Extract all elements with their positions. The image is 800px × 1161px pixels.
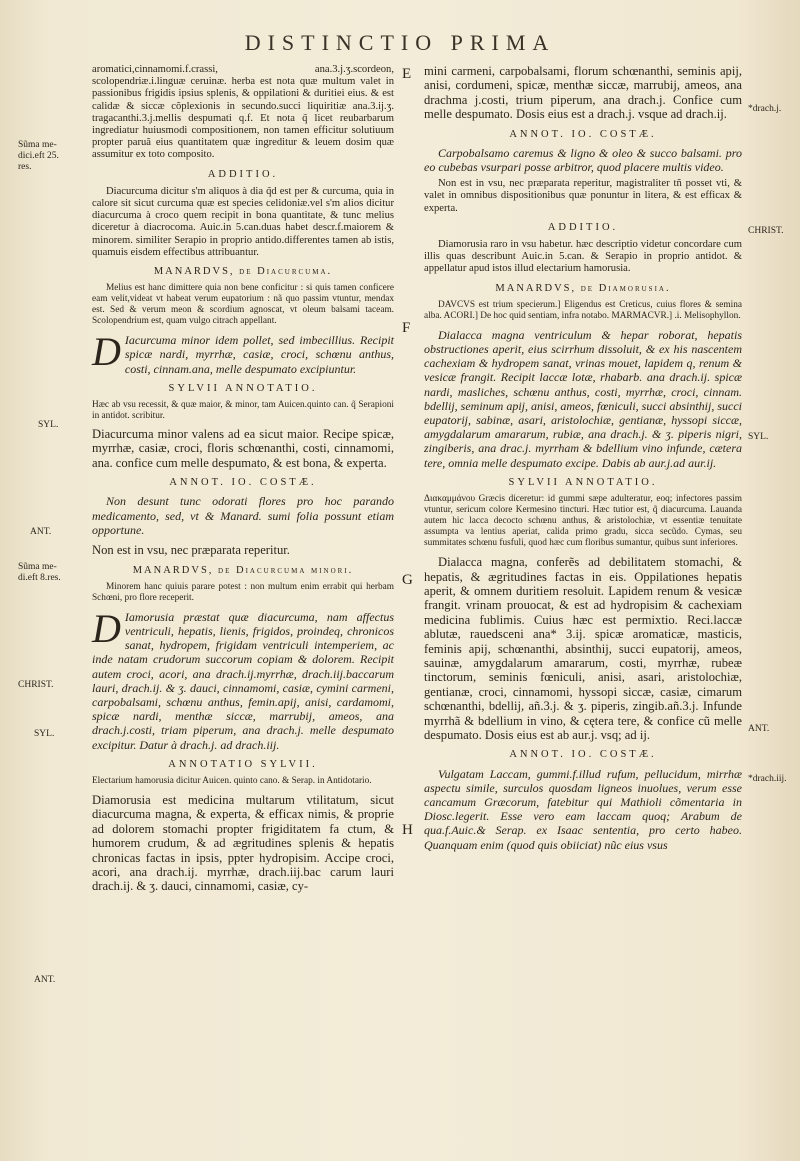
left-ant-paragraph-2: Diamorusia est medicina multarum vtilitatum, sicut diacurcuma magna, & experta, & efficax nimis, & proprie ad dolorem stomachi propter frigiditatem fa ctum, & humorem crudum, & ad ægritudines splenis & hepatis chronicas factas in ipsis, ppter hydropisim. Accipe croci, acori, ana drach.ij. myrrhæ, drach.iij.bac carum lauri drach.ij. & ʒ. dauci, cinnamomi, casiæ, cy- xyxy=(92,792,394,894)
right-column xyxy=(424,64,742,852)
left-sylvii-paragraph-1: Hæc ab vsu recessit, & quæ maior, & minor, tam Auicen.quinto can. q̃ Serapioni in antidot. scribitur. xyxy=(92,400,394,422)
page-header: DISTINCTIO PRIMA xyxy=(244,30,556,55)
right-sylvii-paragraph: Διακαμμάνου Græcis diceretur: id gummi sæpe adulteratur, eoq; infectores passim vtuntur, sericum colore Kermesino tincturi. Hæc tutior est, q̃ diacurcuma. Lauanda autem hic lacca decocto schœnu anthus, & aristolochiæ, vt essentiæ tenuitate assumpta va lentius aperiat, calida primo gradu, sicca secũdo. Cymas, seu summitates schœnu fusfuli, quod hæc cum floribus sumantur, quibus sunt inferiores. xyxy=(424,494,742,549)
left-additio-paragraph: Diacurcuma dicitur s'm aliquos à dia q̃d est per & curcuma, quia in calore sit sicut curcuma quæ est species celidoniæ.vel s'm alios dicitur diacurcuma à croco quem recipit in bona quantitate, & tunc melius diceretur à diacrocoma. Auic.in 5.can.duas habet descr.f.maiorem & minorem. similiter Serapio in proprio antido.differentes tamen ab istis, quamuis eisdem effectibus attribuantur. xyxy=(92,185,394,258)
left-christ-paragraph: Non est in vsu, nec præparata reperitur. xyxy=(92,543,290,558)
right-costae-heading-2: ANNOT. IO. COSTÆ. xyxy=(509,749,657,761)
left-intro-paragraph: aromatici,cinnamomi.f.crassi, ana.3.j.ʒ.scordeon, scolopendriæ.i.linguæ ceruinæ. herba est nota quæ multum valet in passionibus frigidis ipsius splenis, & oppilationi & duritiei eius. & est calidæ & siccæ cõplexionis in secundo.succi liquiritiæ ana.3.ij.ʒ. tragacanthi.3.j.mellis despumati q.f. Et nota q̃ licet reubarbarum ingrediatur huiusmodi compositionem, non tamen efficitur solutiuum propter paruã eius quantitatem quæ ingreditur & leuem dosim quæ assumitur ex toto composito. xyxy=(92,64,394,161)
right-costae-paragraph-1: Carpobalsamo caremus & ligno & oleo & succo balsami. pro eo cubebas vsurpari posse arbitror, quod placere multis video. xyxy=(424,145,742,175)
margin-drach-1: *drach.j. xyxy=(748,104,782,114)
drop-cap-d2: D xyxy=(92,605,121,651)
drop-cap-d1: D xyxy=(92,329,121,375)
margin-summa-1: Sũma me- dici.eft 25. res. xyxy=(18,140,59,172)
right-costae-paragraph-2: Vulgatam Laccam, gummi.f.illud rufum, pellucidum, mirrhæ aspectu simile, surculos quosdam ligneos inuolues, verum esse cancamum Græcorum, fatebitur qui Mathioli cõmentaria in Diosc.legerit. Esse vero eam laccam quoq; Arabum de qua.f.Auic.& Serap. ex Isaac sententia, pro certo habeo. Quanquam enim (quod quis obiiciat) nũc eius vsus xyxy=(424,766,742,852)
section-letter-h: H xyxy=(402,822,413,838)
margin-summa-2: Sũma me- di.eft 8.res. xyxy=(18,562,61,583)
margin-ant-2: ANT. xyxy=(34,975,56,985)
left-sylvii-heading-1: SYLVII ANNOTATIO. xyxy=(168,382,318,394)
margin-christ: CHRIST. xyxy=(18,680,54,690)
margin-ant-1: ANT. xyxy=(30,527,52,537)
left-sylvii-heading-2: ANNOTATIO SYLVII. xyxy=(168,758,318,770)
margin-syl-1: SYL. xyxy=(38,420,59,430)
margin-right-ant: ANT. xyxy=(748,724,770,734)
left-sylvius-paragraph-1: D Iacurcuma minor idem pollet, sed imbecillius. Recipit spicæ nardi, myrrhæ, casiæ, croci, schœnu anthus, costi, cinnam.ana, melle despumato excipiuntur. xyxy=(92,329,394,376)
left-sylvii-paragraph-2: Electarium hamorusia dicitur Auicen. quinto cano. & Serap. in Antidotario. xyxy=(92,775,372,786)
left-costae-heading-1: ANNOT. IO. COSTÆ. xyxy=(169,477,317,489)
right-intro-paragraph: mini carmeni, carpobalsami, florum schœnanthi, seminis apij, anisi, cordumeni, spicæ, menthæ siccæ, marrubij, ameos, ana drachma j.costi, trium piperum, ana drach.j. Confice cum melle despumato. Dosis eius est a drach.j. vsque ad drach.ij. xyxy=(424,64,742,122)
left-manardus-paragraph: Melius est hanc dimittere quia non bene conficitur : si quis tamen conficere eam velit,videat vt habeat verum eupatorium : nã quo passim vtuntur, mendax est. Sed & verum meon & scordium agnoscat, vt oleum balsami taceam. Scolopendrium est, quam vulgo citrach appellant. xyxy=(92,283,394,327)
section-letter-g: G xyxy=(402,572,413,588)
margin-drach-2: *drach.iij. xyxy=(748,774,787,784)
left-column xyxy=(92,64,394,894)
left-manardus-paragraph-2: Minorem hanc quiuis parare potest : non multum enim errabit qui herbam Schœni, pro flore receperit. xyxy=(92,581,394,603)
right-christ-paragraph: Non est in vsu, nec præparata reperitur, magistraliter tñ posset vti, & valet in omnibus dispositionibus quæ ponuntur in litera, & est efficax & experta. xyxy=(424,178,742,214)
left-manardus-heading: MANARDVS, de Diacurcuma. xyxy=(153,266,333,278)
right-costae-heading-1: ANNOT. IO. COSTÆ. xyxy=(509,128,657,140)
right-additio-heading: ADDITIO. xyxy=(547,221,619,233)
left-sylvius-paragraph-2: D Iamorusia præstat quæ diacurcuma, nam affectus ventriculi, hepatis, lienis, frigidos, proindeq, chronicos sanat, hydropem, frigidam ventriculi intemperiem, ac inde natam crudorum succorum copiam & dolorem. Recipit autem croci, acori, ana drach.ij.myrrhæ, drach.iij.baccarum lauri, drach.ij. & ʒ. dauci, cinnamomi, casiæ, cymini carmeni, carpobalsami, schœnu anthus, femin.apij, anisi, cardamomi, spicæ nardi, menthæ siccæ, marrubij, ameos, ana drach.j.costi, triam piperum, ana drach.j. melle despumato excipitur. Datur à drach.j. ad drach.iij. xyxy=(92,605,394,752)
right-additio-paragraph: Diamorusia raro in vsu habetur. hæc descriptio videtur concordare cum illis quas describunt Auic.in 5.can. & Serapio in proprio antidot. & appellatur apud istos illud electarium hamorusia. xyxy=(424,239,742,275)
margin-right-christ: CHRIST. xyxy=(748,226,784,236)
right-manardus-heading: MANARDVS, de Diamorusia. xyxy=(495,282,671,294)
section-letter-e: E xyxy=(402,66,412,82)
right-sylvii-heading: SYLVII ANNOTATIO. xyxy=(508,476,658,488)
margin-right-syl: SYL. xyxy=(748,432,769,442)
left-manardus-heading-2: MANARDVS, de Diacurcuma minori. xyxy=(132,564,354,576)
left-costae-paragraph-1: Non desunt tunc odorati flores pro hoc parando medicamento, sed, vt & Manard. sumi folia possunt etiam opportune. xyxy=(92,494,394,537)
right-manardus-paragraph: DAVCVS est trium specierum.] Eligendus est Creticus, cuius flores & semina alba. ACORI.] De hoc quid sentiam, infra notabo. MARMACVR.] .i. Melisophyllon. xyxy=(424,299,742,321)
left-additio-heading: ADDITIO. xyxy=(207,168,279,180)
right-sylvius-paragraph: Dialacca magna ventriculum & hepar roborat, hepatis obstructiones aperit, eius scirrhum dissoluit, & ex his nascentem cachexiam & hydropem sanat, vrinas mouet, lapidem q, renum & vesicæ frangit. Recipit laccæ lotæ, rhabarb. ana drach.ij. spicæ nardi, masliches, schœnu anthus, costi, myrrhæ, croci, cinnam. bdellij, seminum apij, anisi, ameos, fœniculi, succi absinthij, succi eupatorij, sabinæ, asari, aristolochiæ, gentianæ, hyssopi siccæ, amygdalarum amararum, rubiæ, ana drach.j. & ʒ. piperis nigri, zingiberis, ana drac.j. myrrham & bdellium vino infunde, cætera tere, omnia melle despumato excipe. Dabis ab aur.j.ad aur.ij. xyxy=(424,327,742,470)
section-letter-f: F xyxy=(402,320,411,336)
left-ant-paragraph-1: Diacurcuma minor valens ad ea sicut maior. Recipe spicæ, myrrhæ, casiæ, croci, floris schœnanthi, costi, cinnamomi, ana. confice cum melle despumato, & est bona, & experta. xyxy=(92,427,394,470)
right-ant-paragraph: Dialacca magna, conferẽs ad debilitatem stomachi, & hepatis, & ægritudines factas in eis. Oppilationes hepatis aperit, & omnem duritiem resoluit. Lapidem renum & vesicæ frangit. vrinam prouocat, & est ad hydropisim & cachexiam medicina fublimis. Cuius hæc est permixtio. Reci.laccæ ablutæ, rauedsceni ana* 3.ij. spicæ aromaticæ, masticis, feminis apij, schœnanthi, absinthij, succi eupatorij, ameos, sauinæ, amygdalarum amararum, costi, myrrhæ, rubeæ tinctorum, seminis fœniculi, anisi, asari, aristolochiæ, gentianæ, croci, cinnamomi, hyssopi siccæ, casiæ, cimarum schœnanthi, bdellij, añ.3.j. & ʒ. piperis, zingib.añ.3.j. Infunde myrrhã & bdellium in vino, & cętera tere, & confice cũ melle despumato. Dosis eius est ab aur.j. vsq; ad ij. xyxy=(424,555,742,742)
margin-syl-2: SYL. xyxy=(34,729,55,739)
